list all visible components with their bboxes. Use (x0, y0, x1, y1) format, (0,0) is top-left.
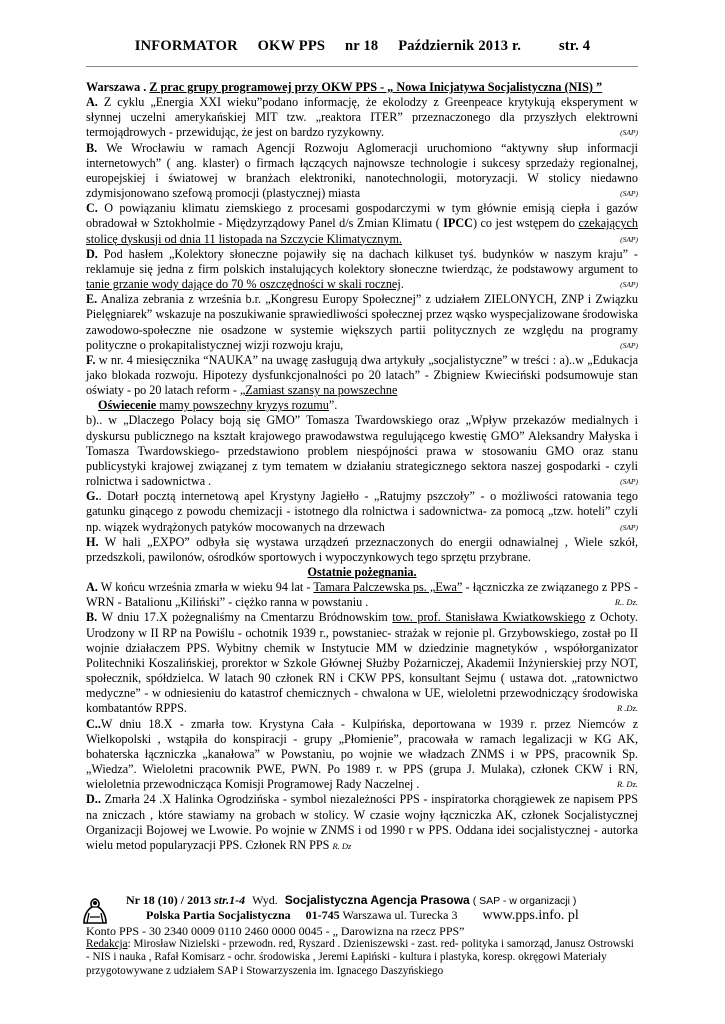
news-item-c (86, 201, 638, 246)
footer-publisher-prefix: Wyd. (252, 893, 278, 907)
editorial-text: : Mirosław Nizielski - przewodn. red, Ryszard . Dzieniszewski - zast. red- polityka i samorząd, Janusz Ostrowski - NIS i nauka , Rafał Komisarz - ochr. środowiska , Jeremi Łapiński - kultura i plastyka, koresp. okręgowi Materiały przygotowywane z udziałem SAP i Stowarzyszenia im. Ignacego Daszyńskiego (86, 937, 634, 977)
footer-pages: str.1-4 (214, 893, 246, 907)
editorial-label: Redakcja (86, 937, 128, 950)
footer-agency-note: ( SAP - w organizacji ) (472, 895, 577, 907)
item-text: W dniu 17.X pożegnaliśmy na Cmentarzu Bródnowskim (101, 610, 393, 625)
item-text: . (400, 277, 404, 292)
party-logo-icon (78, 895, 112, 929)
author-tag: R. Dz. (616, 779, 638, 790)
item-text: . Dotarł pocztą internetową apel Krystyny Jagiełło - „Ratujmy pszczoły” - o możliwości ratowania tego gatunku ginącego z powodu chemizacji - istotnego dla rolnictwa i sadownictwa- za pomocą „tzw. hoteli” czyli np. wiązek wydrążonych patyków mocowanych na drzewach (86, 489, 638, 534)
header-divider (86, 66, 638, 67)
item-letter: D. (86, 246, 98, 261)
author-tag: R. Dz (332, 840, 352, 851)
farewell-item-c (86, 717, 638, 793)
header-title: INFORMATOR (134, 38, 238, 54)
news-item-d (86, 247, 638, 292)
header-org: OKW PPS (257, 38, 326, 54)
news-item-a (86, 95, 638, 140)
item-text: w nr. 4 miesięcznika “NAUKA” na uwagę zasługują dwa artykuły „socjalistyczne” w treści : a)..w „Edukacja jako blokada rozwoju. Hipotezy dysfunkcjonalności po 20 latach” - Zbigniew Kwieciński podsumowuje stan oświaty - po 20 latach reform - (86, 352, 638, 398)
header-page: str. 4 (558, 38, 591, 54)
footer-website: www.pps.info. pl (482, 908, 579, 924)
source-tag: (SAP) (620, 280, 638, 290)
footer-issue: Nr 18 (10) / 2013 (126, 893, 212, 907)
item-underlined: Tamara Palczewska ps. „Ewa” (313, 580, 463, 595)
item-letter: F. (86, 352, 96, 367)
item-underlined: tow. prof. Stanisława Kwiatkowskiego (392, 610, 586, 625)
item-letter: C.. (86, 716, 101, 731)
item-text: W hali „EXPO” odbyła się wystawa urządzeń przeznaczonych do energii odnawialnej , Wiele szkół, przedszkoli, pawilonów, ośrodków sportowych i wypoczynkowych tego sprzętu przybrane. (86, 534, 638, 564)
item-underlined: „Zamiast szansy na powszechne (240, 383, 398, 398)
item-letter: C. (86, 201, 98, 216)
header-issue: nr 18 (345, 38, 379, 54)
item-letter: H. (86, 534, 99, 549)
item-underlined: mamy powszechny kryzys rozumu (156, 398, 329, 413)
intro-place: Warszawa . (86, 80, 147, 94)
item-text: ) co jest wstępem do (472, 216, 579, 231)
page-footer (86, 893, 638, 978)
item-underlined: tanie grzanie wody dające do 70 % oszczędności w skali rocznej (86, 277, 401, 292)
footer-account: Konto PPS - 30 2340 0009 0110 2460 0000 0045 - „ Darowizna na rzecz PPS” (86, 923, 465, 938)
intro-title: Z prac grupy programowej przy OKW PPS - „ Nowa Inicjatywa Socjalistyczna (NIS) ” (149, 80, 603, 94)
news-item-g (86, 489, 638, 534)
source-tag: (SAP) (620, 477, 638, 487)
header-date: Październik 2013 r. (398, 38, 522, 54)
item-letter: B. (86, 140, 98, 155)
news-item-e (86, 292, 638, 353)
item-text: W końcu września zmarła w wieku 94 lat - (100, 580, 314, 595)
author-tag: R .Dz. (616, 703, 638, 714)
item-text: ”. (328, 398, 338, 413)
item-text: b).. w „Dlaczego Polacy boją się GMO” Tomasza Twardowskiego oraz „Wpływ przekazów medialnych i dyskursu publicznego na kształt krajowego prawodawstwa regulującego kwestię GMO” Aleksandry Małyska i Tomasza Twardowskiego- przedstawiono problem niespójności prawa w stosowaniu GMO oraz stanu publicystyki krajowej związanej z tym tematem w działaniu strategicznego sektora naszej gospodarki - czyli rolnictwa i sadownictwa . (86, 413, 638, 489)
section-intro (86, 80, 638, 95)
source-tag: (SAP) (620, 189, 638, 199)
footer-address: Warszawa ul. Turecka 3 (342, 908, 458, 923)
farewell-item-a (86, 580, 638, 610)
item-text: Pod hasłem „Kolektory słoneczne pojawiły się na dachach kilkuset tyś. budynków w naszym kraju” - reklamuje się jedna z firm polskich instalujących kolektory słoneczne twierdząc, że podstawowy argument to (86, 246, 638, 276)
item-letter: E. (86, 292, 98, 307)
news-item-f-b (86, 413, 638, 489)
source-tag: (SAP) (620, 234, 638, 244)
item-letter: A. (86, 580, 98, 595)
footer-editorial (86, 938, 638, 978)
item-underlined: czekających stolicę dyskusji od dnia 11 listopada na Szczycie Klimatycznym. (86, 216, 638, 246)
item-text: Z cyklu „Energia XXI wieku”podano informację, że ekolodzy z Greenpeace krytykują eksperyment w słynnej uczelni amerykańskiej MIT tzw. „reaktora ITER” przeznaczonego dla przyszłych elektrowni termojądrowych - przewidując, że jest on bardzo ryzykowny. (86, 95, 638, 140)
farewell-item-d (86, 792, 638, 854)
item-text: O powiązaniu klimatu ziemskiego z procesami gospodarczymi w tym głównie emisją ciepła i gazów obradował w Sztokholmie - Międzyrządowy Panel d/s Zmian Klimatu ( (86, 201, 639, 231)
source-tag: (SAP) (620, 128, 638, 138)
footer-postcode: 01-745 (305, 908, 340, 923)
news-item-h (86, 535, 638, 565)
page-header (0, 38, 725, 55)
item-text: z Ochoty. Urodzony w II RP na Powiślu - ochotnik 1939 r., powstaniec- strażak w rejonie pl. Grzybowskiego, został po II wojnie działaczem PPS. Wybitny chemik w Instytucie MM w dziedzinie magnetyków , współorganizator Politechniki Koszalińskiej, prorektor w Szkole Głównej Służby Pożarniczej, Akademii Inżynierskiej przy NOT, społecznik, spółdzielca. W latach 90 członek RN i CKW PPS, konsultant Sejmu ( ustawa dot. „ratownictwo medyczne” - w odniesieniu do katastrof chemicznych - chwalona w UE, wieloletni przewodniczący środowiska kombatantów RPPS. (86, 610, 639, 716)
item-text: - łączniczka ze związanego z PPS - WRN - Batalionu „Kiliński” - ciężko ranna w powstaniu . (86, 580, 638, 610)
item-letter: G. (86, 489, 99, 504)
document-body (86, 80, 638, 854)
item-text: Zmarła 24 .X Halinka Ogrodzińska - symbol niezależności PPS - inspiratorka chorągiewek ze napisem PPS na zniczach , które stawiamy na grobach w stolicy. W czasie wojny łączniczka AK, członek Socjalistycznej Organizacji Bojowej we Lwowie. Po wojnie w ZNMS i od 1990 r w PPS. Oddana idei socjalistycznej - autorka wielu metod popularyzacji PPS. Członek RN PPS (86, 792, 638, 852)
news-item-b (86, 141, 638, 202)
item-bold: IPCC (443, 216, 473, 231)
farewell-title: Ostatnie pożegnania. (307, 565, 417, 579)
item-text: We Wrocławiu w ramach Agencji Rozwoju Aglomeracji uruchomiono “aktywny słup informacji internetowych” ( ang. klaster) o firmach łączących najnowsze technologie i sukcesy sprzedaży regionalnej, europejskiej i światowej w branżach elektroniki, nanotechnologii, motoryzacji. W stolicy niedawno zdymisjonowano szefową promocji (plastycznej) miasta (86, 140, 638, 201)
footer-party: Polska Partia Socjalistyczna (146, 908, 291, 923)
footer-agency: Socjalistyczna Agencja Prasowa (284, 893, 470, 907)
source-tag: (SAP) (620, 522, 638, 532)
news-item-f (86, 353, 638, 414)
item-letter: B. (86, 610, 98, 625)
farewell-item-b (86, 610, 638, 716)
item-text: Analiza zebrania z września b.r. „Kongresu Europy Społecznej” z udziałem ZIELONYCH, ZNP i Związku Pielęgniarek” wskazuje na poszukiwanie sprawiedliwości społecznej przez wąsko wyspecjalizowane środowiska zawodowo-społeczne nie osadzone w systemie większych partii politycznych ze względu na programy polityczne o prokapitalistycznej wizji rozwoju kraju, (86, 292, 638, 352)
footer-line-1 (86, 893, 638, 908)
author-tag: R.. Dz. (614, 597, 638, 608)
source-tag: (SAP) (620, 340, 638, 350)
item-letter: A. (86, 95, 98, 110)
item-text: W dniu 18.X - zmarła tow. Krystyna Cała - Kulpińska, deportowana w 1939 r. przez Niemców z Wielkopolski , wstąpiła do konspiracji - grupy „Płomienie”, pracowała w ramach legalizacji w KG AK, bohaterska łączniczka „kanałowa” w Powstaniu, po wojnie we władzach ZNMS i w PPS, pracownik Sp. „Wiedza”. Wieloletni pracownik PWE, PWN. Po 1989 r. w PPS (grupa J. Mulaka), członek CKW i RN, wieloletnia przewodnicząca Komisji Programowej Rady Naczelnej . (86, 716, 638, 792)
footer-line-2 (86, 908, 638, 923)
item-bold-underlined: Oświecenie (98, 398, 157, 413)
item-letter: D.. (86, 792, 101, 807)
